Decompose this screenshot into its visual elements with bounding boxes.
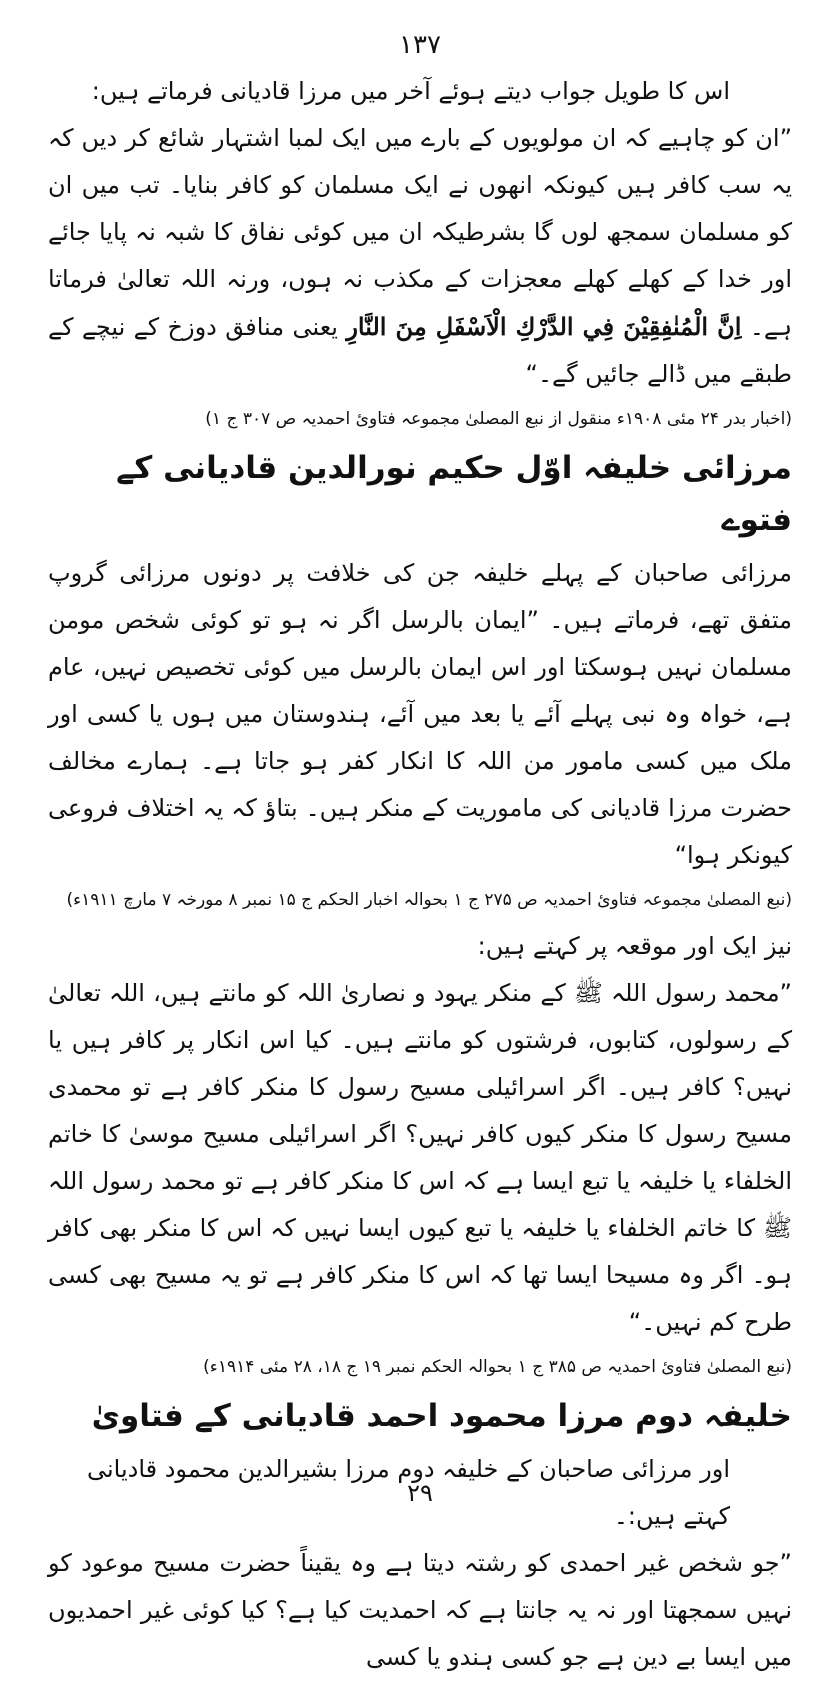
another-occasion-line: نیز ایک اور موقعہ پر کہتے ہیں: (477, 932, 792, 960)
quranic-verse: اِنَّ الْمُنٰفِقِيْنَ فِي الدَّرْكِ الْاَسْفَلِ مِنَ النَّارِ (346, 312, 742, 341)
heading-khalifa-dom: خلیفہ دوم مرزا محمود احمد قادیانی کے فتاویٰ (91, 1398, 792, 1434)
mirza-quote-end: یعنی منافق دوزخ کے نیچے کے طبقے میں ڈالے جائیں گے۔“ (48, 313, 792, 388)
page-number-bottom: ۲۹ (407, 1479, 433, 1507)
reference-badr: (اخبار بدر ۲۴ مئی ۱۹۰۸ء منقول از نبع المصلیٰ مجموعہ فتاوئ احمدیہ ص ۳۰۷ ج ۱) (205, 409, 792, 429)
mahmood-intro: اور مرزائی صاحبان کے خلیفہ دوم مرزا بشیرالدین محمود قادیانی کہتے ہیں:۔ (86, 1455, 730, 1530)
reference-hakam-1914: (نبع المصلیٰ فتاوئ احمدیہ ص ۳۸۵ ج ۱ بحوالہ الحکم نمبر ۱۹ ج ۱۸، ۲۸ مئی ۱۹۱۴ء) (203, 1357, 792, 1377)
intro-line: اس کا طویل جواب دیتے ہوئے آخر میں مرزا قادیانی فرماتے ہیں: (91, 77, 730, 105)
nuruddin-quote: ”محمد رسول اللہ ﷺ کے منکر یہود و نصاریٰ اللہ کو مانتے ہیں، اللہ تعالیٰ کے رسولوں، کتابوں، فرشتوں کو مانتے ہیں۔ کیا اس انکار پر کافر ہیں یا نہیں؟ کافر ہیں۔ اگر اسرائیلی مسیح رسول کا منکر کافر ہے تو محمدی مسیح رسول کا منکر کیوں کافر نہیں؟ اگر اسرائیلی مسیح موسیٰ کا خاتم الخلفاء یا خلیفہ یا تبع ایسا ہے کہ اس کا منکر کافر ہے تو محمد رسول اللہ ﷺ کا خاتم الخلفاء یا خلیفہ یا تبع کیوں ایسا نہیں کہ اس کا منکر بھی کافر ہو۔ اگر وہ مسیحا ایسا تھا کہ اس کا منکر کافر ہے تو یہ مسیح بھی کسی طرح کم نہیں۔“ (48, 979, 792, 1336)
mirza-quote-text: ”ان کو چاہیے کہ ان مولویوں کے بارے میں ایک لمبا اشتہار شائع کر دیں کہ یہ سب کافر ہیں کیونکہ انھوں نے ایک مسلمان کو کافر بنایا۔ تب میں ان کو مسلمان سمجھ لوں گا بشرطیکہ ان میں کوئی نفاق کا شبہ نہ پایا جائے اور خدا کے کھلے کھلے معجزات کے مکذب نہ ہوں، ورنہ اللہ تعالیٰ فرماتا ہے۔ (48, 124, 792, 341)
page-number-top: ۱۳۷ (399, 30, 441, 60)
mahmood-quote: ”جو شخص غیر احمدی کو رشتہ دیتا ہے وہ یقیناً حضرت مسیح موعود کو نہیں سمجھتا اور نہ یہ جانتا ہے کہ احمدیت کیا ہے؟ کیا کوئی غیر احمدیوں میں ایسا بے دین ہے جو کسی ہندو یا کسی (48, 1549, 793, 1671)
heading-khalifa-awwal: مرزائی خلیفہ اوّل حکیم نورالدین قادیانی کے فتوے (116, 450, 792, 538)
reference-hakam-1911: (نبع المصلیٰ مجموعہ فتاوئ احمدیہ ص ۲۷۵ ج ۱ بحوالہ اخبار الحکم ج ۱۵ نمبر ۸ مورخہ ۷ مارچ ۱۹۱۱ء) (66, 890, 792, 910)
mirza-quote (48, 115, 792, 398)
nuruddin-paragraph: مرزائی صاحبان کے پہلے خلیفہ جن کی خلافت پر دونوں مرزائی گروپ متفق تھے، فرماتے ہیں۔ ”ایمان بالرسل اگر نہ ہو تو کوئی شخص مومن مسلمان نہیں ہوسکتا اور اس ایمان بالرسل میں کوئی تخصیص نہیں، عام ہے، خواہ وہ نبی پہلے آئے یا بعد میں آئے، ہندوستان میں ہوں یا کسی اور ملک میں کسی مامور من اللہ کا انکار کفر ہو جاتا ہے۔ ہمارے مخالف حضرت مرزا قادیانی کی ماموریت کے منکر ہیں۔ بتاؤ کہ یہ اختلاف فروعی کیونکر ہوا“ (48, 559, 792, 869)
